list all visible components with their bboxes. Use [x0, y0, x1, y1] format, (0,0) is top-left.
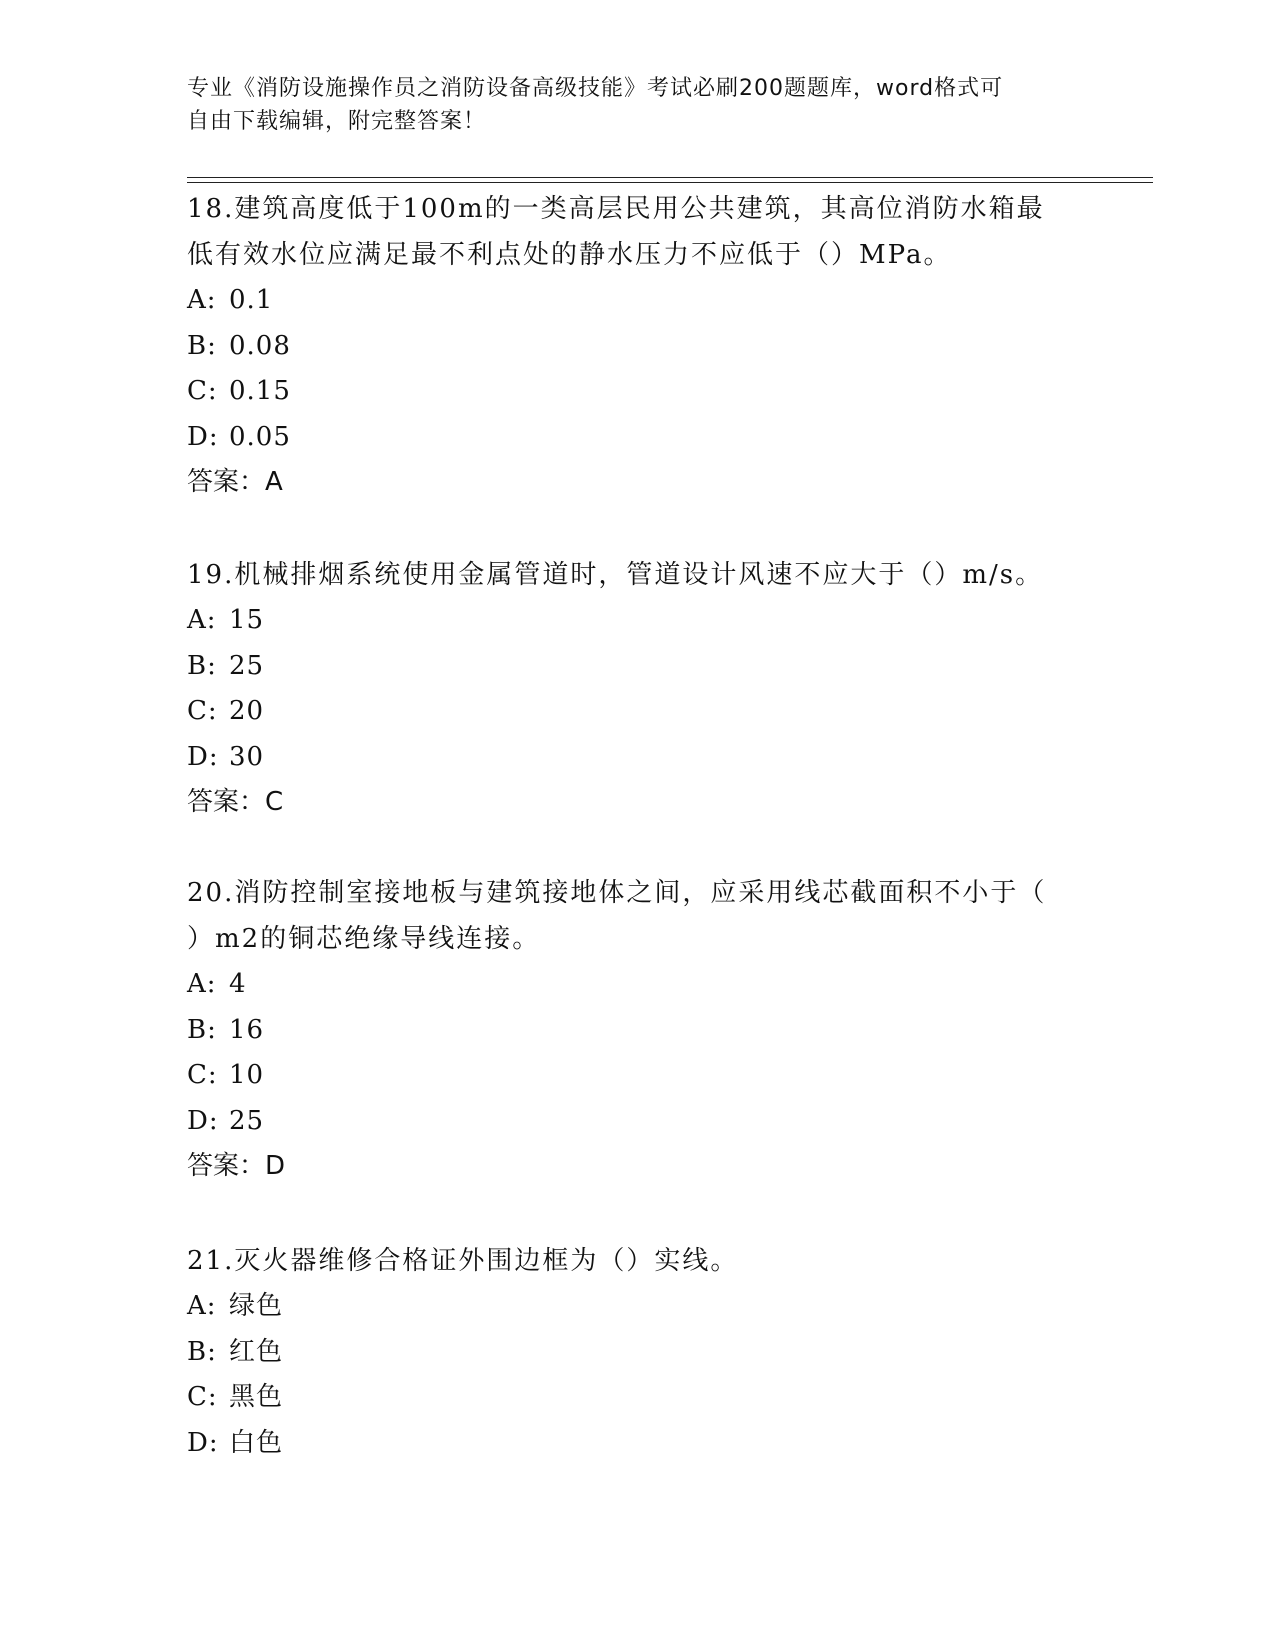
answer-line: 答案：D — [187, 1151, 286, 1181]
option-text: 黑色 — [229, 1382, 284, 1412]
document-header — [187, 72, 1067, 138]
option-b — [187, 644, 1067, 690]
option-text: 0.05 — [229, 421, 291, 452]
option-letter: D: — [187, 1105, 219, 1136]
answer-line: 答案：C — [187, 787, 284, 817]
option-letter: B: — [187, 1336, 217, 1367]
question-stem-line: 低有效水位应满足最不利点处的静水压力不应低于（）MPa。 — [187, 240, 952, 270]
option-text: 0.08 — [229, 330, 291, 361]
header-divider-top — [187, 177, 1153, 178]
option-a — [187, 278, 1067, 324]
option-c — [187, 1053, 1067, 1099]
option-text: 白色 — [229, 1427, 284, 1458]
header-divider-bottom — [187, 182, 1153, 183]
option-c — [187, 369, 1067, 415]
option-text: 25 — [229, 1105, 265, 1136]
option-c — [187, 689, 1067, 735]
option-letter: B: — [187, 1014, 217, 1045]
option-a — [187, 1284, 1067, 1330]
option-letter: A: — [187, 285, 217, 315]
option-letter: C: — [187, 1382, 218, 1412]
option-letter: C: — [187, 696, 218, 726]
option-text: 10 — [229, 1060, 265, 1090]
option-d — [187, 415, 1067, 461]
option-letter: B: — [187, 330, 217, 361]
option-letter: C: — [187, 1060, 218, 1090]
option-text: 0.15 — [229, 376, 291, 406]
option-letter: C: — [187, 376, 218, 406]
option-text: 20 — [229, 696, 265, 726]
header-line-2: 自由下载编辑，附完整答案！ — [187, 109, 487, 134]
option-letter: D: — [187, 741, 219, 772]
question-stem-line: 19.机械排烟系统使用金属管道时，管道设计风速不应大于（）m/s。 — [187, 560, 1044, 590]
option-letter: A: — [187, 1291, 217, 1321]
option-a — [187, 962, 1067, 1008]
option-b — [187, 1330, 1067, 1376]
question-21 — [187, 1238, 1067, 1466]
option-letter: B: — [187, 650, 217, 681]
option-d — [187, 1421, 1067, 1467]
option-text: 30 — [229, 741, 265, 772]
option-letter: A: — [187, 605, 217, 635]
option-d — [187, 735, 1067, 781]
option-letter: D: — [187, 421, 219, 452]
option-text: 15 — [229, 605, 265, 635]
option-letter: A: — [187, 969, 217, 999]
option-b — [187, 324, 1067, 370]
option-text: 16 — [229, 1014, 265, 1045]
option-text: 25 — [229, 650, 265, 681]
option-text: 绿色 — [229, 1291, 284, 1321]
question-stem-line: ）m2的铜芯绝缘导线连接。 — [187, 924, 541, 954]
option-letter: D: — [187, 1427, 219, 1458]
answer-line: 答案：A — [187, 467, 283, 497]
option-b — [187, 1008, 1067, 1054]
question-18 — [187, 186, 1067, 504]
option-text: 红色 — [229, 1336, 284, 1367]
question-stem-line: 21.灭火器维修合格证外围边框为（）实线。 — [187, 1246, 739, 1276]
header-line-1: 专业《消防设施操作员之消防设备高级技能》考试必刷200题题库，word格式可 — [187, 76, 1004, 101]
question-stem-line: 18.建筑高度低于100m的一类高层民用公共建筑，其高位消防水箱最 — [187, 194, 1045, 224]
option-text: 4 — [229, 969, 247, 999]
option-c — [187, 1375, 1067, 1421]
question-stem-line: 20.消防控制室接地板与建筑接地体之间，应采用线芯截面积不小于（ — [187, 878, 1047, 908]
question-19 — [187, 552, 1067, 824]
option-text: 0.1 — [229, 285, 274, 315]
option-d — [187, 1099, 1067, 1145]
option-a — [187, 598, 1067, 644]
question-20 — [187, 870, 1067, 1188]
